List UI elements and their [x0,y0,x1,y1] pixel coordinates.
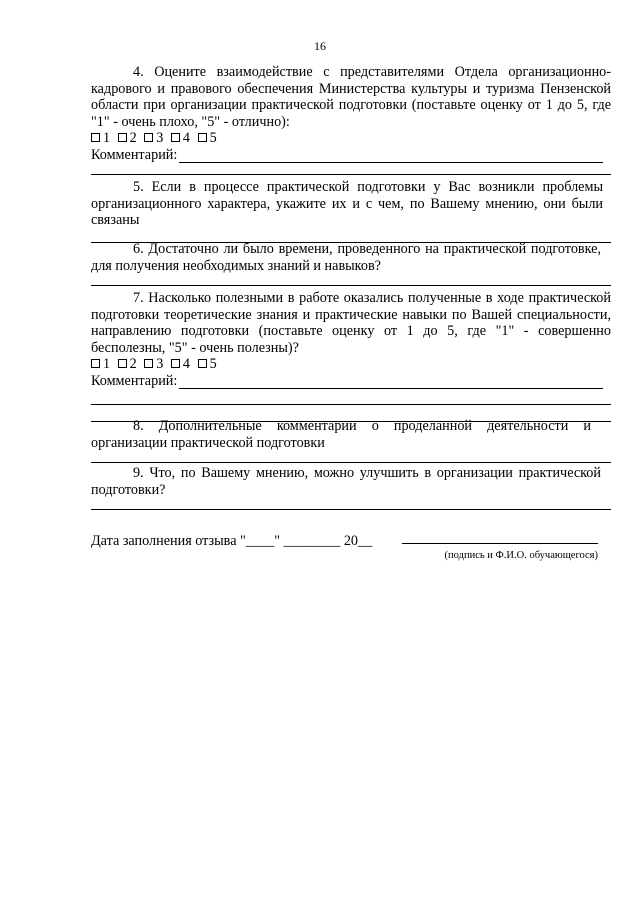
question-4-text: 4. Оцените взаимодействие с представителями Отдела организационно-кадрового и правового обеспечения Министерства культуры и туризма Пензенской области при организации практической подготовки (поставьте оценку от 1 до 5, где "1" - очень плохо, "5" - отлично): [91,64,611,130]
rating-checkbox-2[interactable] [118,133,127,142]
signature-caption: (подпись и Ф.И.О. обучающегося) [444,550,598,561]
question-9-text: 9. Что, по Вашему мнению, можно улучшить в организации практической подготовки? [91,465,601,498]
answer-line[interactable] [91,163,611,175]
fill-date-field[interactable]: Дата заполнения отзыва "____" ________ 20__ [91,533,373,549]
question-8-text: 8. Дополнительные комментарии о проделанной деятельности и организации практической подготовки [91,418,591,451]
rating-checkbox-5[interactable] [198,359,207,368]
signature-line[interactable] [402,543,598,544]
question-7-rating-scale: 1 2 3 4 5 [91,356,611,373]
answer-line[interactable] [91,274,611,286]
rating-checkbox-3[interactable] [144,359,153,368]
page-number: 16 [314,39,326,53]
comment-label: Комментарий: [91,146,178,163]
rating-checkbox-4[interactable] [171,133,180,142]
answer-line[interactable] [91,498,611,510]
answer-line[interactable] [91,393,611,405]
rating-checkbox-1[interactable] [91,133,100,142]
comment-label: Комментарий: [91,372,178,389]
rating-checkbox-2[interactable] [118,359,127,368]
question-8 [91,418,611,468]
question-5 [91,179,611,248]
question-7-text: 7. Насколько полезными в работе оказались полученные в ходе практической подготовки теоретические знания и практические навыки по Вашей специальности, направлению подготовки (поставьте оценку от 1 до 5, где "1" - совершенно бесполезны, "5" - очень полезны)? [91,290,611,356]
question-7-comment-line[interactable] [91,373,611,390]
question-4-rating-scale: 1 2 3 4 5 [91,130,611,147]
question-6-text: 6. Достаточно ли было времени, проведенного на практической подготовке, для получения необходимых знаний и навыков? [91,241,601,274]
answer-line[interactable] [91,451,611,463]
question-9 [91,465,611,515]
rating-checkbox-5[interactable] [198,133,207,142]
question-4 [91,64,611,180]
rating-checkbox-1[interactable] [91,359,100,368]
question-4-comment-line[interactable] [91,147,611,164]
question-7 [91,290,611,427]
rating-checkbox-3[interactable] [144,133,153,142]
question-6 [91,241,611,291]
question-5-text: 5. Если в процессе практической подготовки у Вас возникли проблемы организационного характера, укажите их и с чем, по Вашему мнению, они были связаны [91,179,603,228]
rating-checkbox-4[interactable] [171,359,180,368]
